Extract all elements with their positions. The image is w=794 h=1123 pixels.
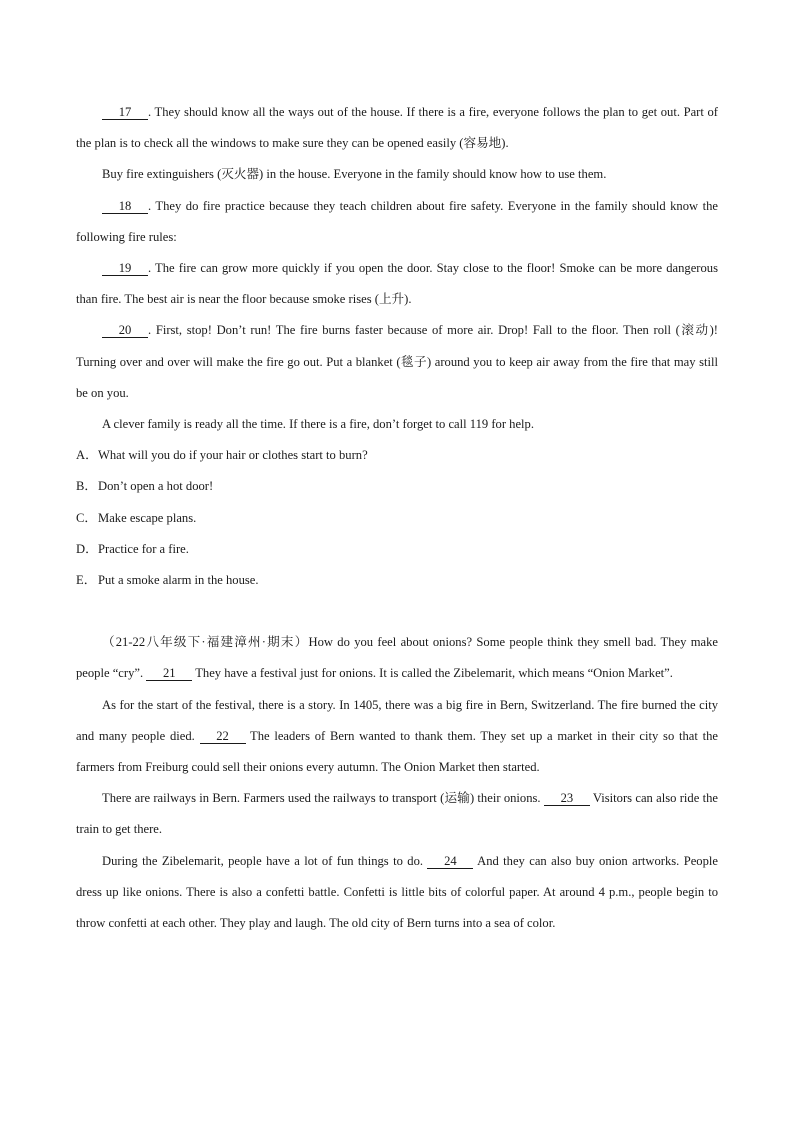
paragraph-23 xyxy=(76,783,718,845)
option-text: Practice for a fire. xyxy=(98,541,189,556)
paragraph-text: The leaders of Bern wanted to thank them. They set up a market in their city so that the farmers from Freiburg could sell their onions every autumn. The Onion Market then started. xyxy=(76,728,718,775)
blank-21: 21 xyxy=(146,666,192,681)
option-d xyxy=(76,534,718,565)
option-e xyxy=(76,565,718,596)
paragraph-conclusion xyxy=(76,409,718,440)
option-b xyxy=(76,471,718,502)
paragraph-text: Visitors can also ride the train to get there. xyxy=(76,791,718,837)
blank-20: 20 xyxy=(102,323,148,338)
option-text: What will you do if your hair or clothes start to burn? xyxy=(98,448,368,463)
blank-17: 17 xyxy=(102,105,148,120)
paragraph-17 xyxy=(76,97,718,159)
question-source: （21-22八年级下·福建漳州·期末） xyxy=(102,635,309,650)
blank-22: 22 xyxy=(200,729,246,744)
option-a xyxy=(76,440,718,471)
option-letter: B． xyxy=(76,479,97,494)
section-gap xyxy=(76,596,718,627)
paragraph-text: A clever family is ready all the time. If there is a fire, don’t forget to call 119 for help. xyxy=(102,417,535,432)
option-text: Put a smoke alarm in the house. xyxy=(98,573,259,588)
paragraph-text: How do you feel about onions? Some people think they smell bad. They make people “cry”. xyxy=(76,635,718,681)
paragraph-text: There are railways in Bern. Farmers used the railways to transport (运输) their onions. xyxy=(102,791,544,806)
document-content xyxy=(76,97,718,939)
paragraph-18 xyxy=(76,191,718,253)
paragraph-extinguishers xyxy=(76,159,718,190)
paragraph-text: . They do fire practice because they teach children about fire safety. Everyone in the family should know the following fire rules: xyxy=(76,198,718,244)
option-c xyxy=(76,503,718,534)
paragraph-text: . First, stop! Don’t run! The fire burns faster because of more air. Drop! Fall to the floor. Then roll (滚动)! Turning over and over will make the fire go out. Put a blanket (毯子) around you to keep air away from the fire that may still be on you. xyxy=(76,323,718,400)
paragraph-20 xyxy=(76,315,718,409)
paragraph-text: . The fire can grow more quickly if you open the door. Stay close to the floor! Smoke can be more dangerous than fire. The best air is near the floor because smoke rises (上升). xyxy=(76,261,718,307)
paragraph-24 xyxy=(76,846,718,940)
option-letter: A． xyxy=(76,448,98,463)
paragraph-21 xyxy=(76,627,718,689)
paragraph-text: They have a festival just for onions. It is called the Zibelemarit, which means “Onion Market”. xyxy=(192,666,673,681)
blank-18: 18 xyxy=(102,199,148,214)
option-letter: C． xyxy=(76,510,97,525)
paragraph-text: Buy fire extinguishers (灭火器) in the house. Everyone in the family should know how to use them. xyxy=(102,167,607,182)
option-text: Make escape plans. xyxy=(98,510,197,525)
option-text: Don’t open a hot door! xyxy=(98,479,214,494)
blank-19: 19 xyxy=(102,261,148,276)
paragraph-text: And they can also buy onion artworks. People dress up like onions. There is also a confetti battle. Confetti is little bits of colorful paper. At around 4 p.m., people begin to throw confetti at each other. They play and laugh. The old city of Bern turns into a sea of color. xyxy=(76,853,718,931)
paragraph-19 xyxy=(76,253,718,315)
blank-23: 23 xyxy=(544,791,590,806)
paragraph-22 xyxy=(76,690,718,784)
blank-24: 24 xyxy=(427,854,473,869)
paragraph-text: As for the start of the festival, there is a story. In 1405, there was a big fire in Bern, Switzerland. The fire burned the city and many people died. xyxy=(76,697,718,743)
paragraph-text: During the Zibelemarit, people have a lot of fun things to do. xyxy=(102,853,428,868)
option-letter: D． xyxy=(76,541,98,556)
option-letter: E． xyxy=(76,573,97,588)
paragraph-text: . They should know all the ways out of the house. If there is a fire, everyone follows the plan to get out. Part of the plan is to check all the windows to make sure they can be opened easily (容易地). xyxy=(76,105,718,151)
